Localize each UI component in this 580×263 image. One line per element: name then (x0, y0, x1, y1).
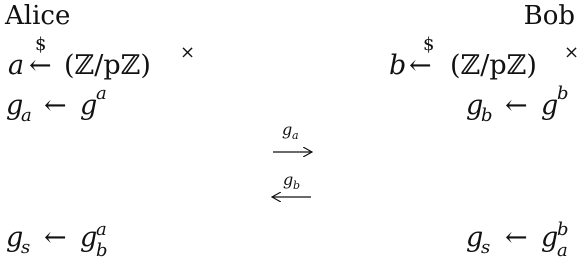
bob-shared-base-sub: a (557, 240, 568, 261)
bob-public-var: g (466, 90, 484, 121)
alice-shared-base-sub: b (96, 240, 108, 261)
bob-shared-sub: s (481, 237, 491, 258)
bob-base: g (541, 90, 559, 121)
alice-public-var: g (6, 90, 24, 121)
bob-shared-compute (466, 219, 569, 261)
alice-public-sub: a (21, 105, 32, 126)
message-to-alice-label: g (283, 170, 294, 189)
alice-shared-arrow: ← (44, 222, 67, 253)
bob-random-symbol: $ (423, 34, 435, 55)
message-to-bob-label: g (282, 120, 293, 139)
message-to-alice (272, 170, 311, 197)
bob-public-compute (466, 83, 569, 126)
bob-exponent: b (557, 83, 569, 104)
alice-group: (ℤ/pℤ) (64, 50, 151, 81)
bob-shared-base: g (541, 222, 559, 253)
alice-exponent: a (96, 83, 107, 104)
alice-random-arrow: ← (29, 50, 52, 81)
bob-random-arrow: ← (409, 50, 432, 81)
alice-shared-sub: s (21, 237, 31, 258)
bob-group: (ℤ/pℤ) (450, 50, 537, 81)
alice-assign-arrow: ← (44, 90, 67, 121)
message-to-bob-sub: a (292, 129, 299, 142)
bob-group-sup: × (564, 42, 580, 63)
bob-shared-exp: b (557, 219, 569, 240)
bob-shared-arrow: ← (505, 222, 528, 253)
alice-base: g (80, 90, 98, 121)
bob-shared-var: g (466, 222, 484, 253)
alice-shared-exp: a (96, 219, 107, 240)
alice-secret-var: a (8, 50, 25, 81)
bob-public-sub: b (481, 105, 493, 126)
alice-label: Alice (5, 1, 71, 31)
alice-secret-choice (8, 34, 195, 81)
bob-assign-arrow: ← (505, 90, 528, 121)
alice-group-sup: × (180, 42, 196, 63)
alice-random-symbol: $ (35, 34, 47, 55)
bob-label: Bob (523, 1, 575, 31)
bob-secret-var: b (389, 50, 407, 81)
alice-shared-base: g (80, 222, 98, 253)
alice-shared-var: g (6, 222, 24, 253)
alice-public-compute (6, 83, 107, 126)
alice-shared-compute (6, 219, 108, 261)
bob-secret-choice (389, 34, 579, 81)
message-to-bob (273, 120, 312, 152)
message-to-alice-sub: b (293, 179, 301, 192)
